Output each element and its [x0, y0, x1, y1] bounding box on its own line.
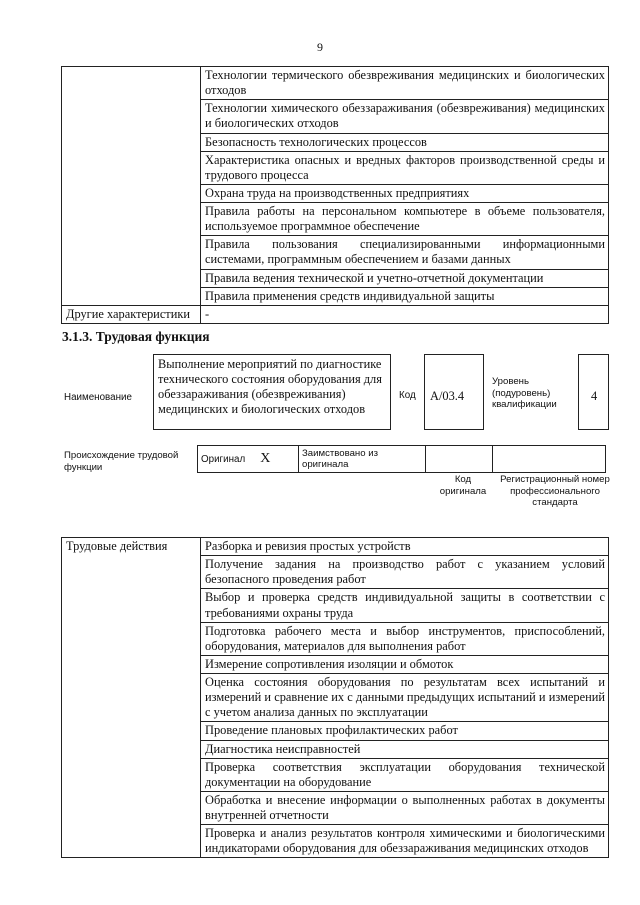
table-row — [62, 305, 609, 323]
other-characteristics-value: - — [201, 305, 609, 323]
table-row — [198, 446, 606, 473]
table-cell: Правила работы на персональном компьютере в объеме пользователя, используемое программное обеспечение — [201, 203, 609, 236]
table-cell: Охрана труда на производственных предприятиях — [201, 184, 609, 202]
table-cell: Измерение сопротивления изоляции и обмоток — [201, 655, 609, 673]
original-mark: X — [260, 451, 271, 467]
table-row — [62, 538, 609, 556]
code-original-cell — [426, 446, 493, 473]
table-row — [62, 67, 609, 100]
table-cell: Подготовка рабочего места и выбор инструментов, приспособлений, оборудования, материалов для выполнения работ — [201, 622, 609, 655]
page-number: 9 — [317, 40, 323, 54]
origin-table — [197, 445, 606, 473]
table-cell: Проведение плановых профилактических работ — [201, 722, 609, 740]
reg-number-label: Регистрационный номер профессионального стандарта — [500, 474, 610, 508]
other-characteristics-label: Другие характеристики — [62, 305, 201, 323]
labor-actions-table — [61, 537, 609, 858]
knowledge-table — [61, 66, 609, 324]
reg-number-cell — [493, 446, 606, 473]
function-name-box: Выполнение мероприятий по диагностике технического состояния оборудования для обеззараживания (обезвреживания) медицинских и биологических отходов — [153, 354, 391, 430]
table-cell: Правила пользования специализированными информационными системами, программным обеспечением и базами данных — [201, 236, 609, 269]
level-value-box: 4 — [578, 354, 609, 430]
name-label: Наименование — [64, 392, 132, 403]
code-label: Код — [399, 390, 416, 401]
table-cell: Разборка и ревизия простых устройств — [201, 538, 609, 556]
table-cell: Технологии термического обезвреживания медицинских и биологических отходов — [201, 67, 609, 100]
code-value-box: А/03.4 — [424, 354, 484, 430]
table-cell: Диагностика неисправностей — [201, 740, 609, 758]
table-cell: Выбор и проверка средств индивидуальной защиты в соответствии с требованиями охраны труда — [201, 589, 609, 622]
table-cell: Технологии химического обеззараживания (обезвреживания) медицинских и биологических отходов — [201, 100, 609, 133]
section-title: 3.1.3. Трудовая функция — [62, 329, 210, 344]
code-original-label: Код оригинала — [439, 474, 487, 497]
table-cell: Обработка и внесение информации о выполненных работах в документы внутренней отчетности — [201, 791, 609, 824]
borrowed-label: Заимствовано из оригинала — [299, 446, 426, 473]
origin-label: Происхождение трудовой функции — [64, 450, 179, 473]
table-cell: Правила ведения технической и учетно-отчетной документации — [201, 269, 609, 287]
table-cell: Проверка соответствия эксплуатации оборудования технической документации на оборудование — [201, 758, 609, 791]
original-label: Оригинал — [201, 454, 246, 466]
table-cell: Оценка состояния оборудования по результатам всех испытаний и измерений и сравнение их с данными предыдущих испытаний и измерений с учетом анализа данных по эксплуатации — [201, 674, 609, 722]
table-cell: Безопасность технологических процессов — [201, 133, 609, 151]
level-label: Уровень (подуровень) квалификации — [492, 376, 557, 410]
table-cell: Характеристика опасных и вредных факторов производственной среды и трудового процесса — [201, 151, 609, 184]
table-cell: Проверка и анализ результатов контроля химическими и биологическими индикаторами оборудования для обеззараживания медицинских отходов — [201, 825, 609, 858]
original-cell — [198, 446, 299, 473]
labor-actions-label: Трудовые действия — [62, 538, 201, 858]
table-cell: Получение задания на производство работ с указанием условий безопасного проведения работ — [201, 556, 609, 589]
table-left-cell — [62, 67, 201, 306]
table-cell: Правила применения средств индивидуальной защиты — [201, 287, 609, 305]
